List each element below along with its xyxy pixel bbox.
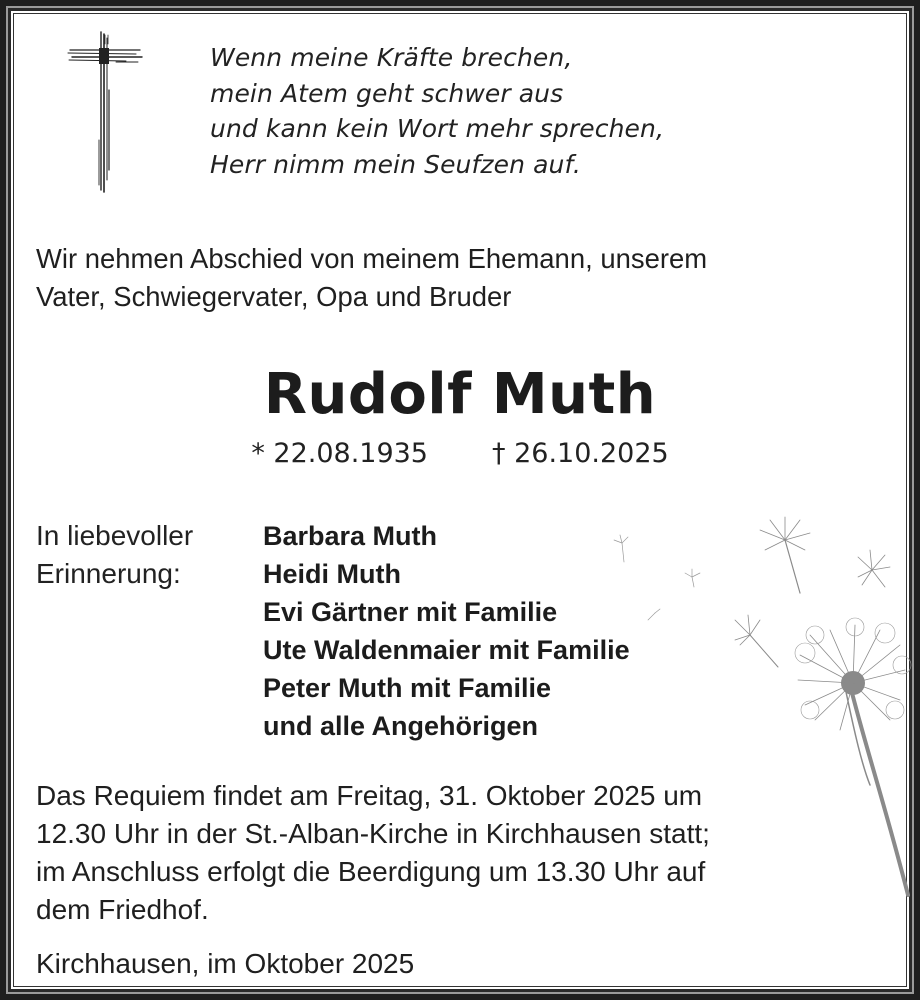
mourners-label-line: In liebevoller — [36, 520, 194, 551]
verse — [210, 40, 664, 182]
mourner-name: und alle Angehörigen — [263, 711, 539, 741]
service-line: 12.30 Uhr in der St.-Alban-Kirche in Kirchhausen statt; — [36, 818, 710, 849]
verse-line: Wenn meine Kräfte brechen, — [210, 43, 573, 72]
mourner-name: Barbara Muth — [263, 521, 438, 551]
verse-line: und kann kein Wort mehr sprechen, — [210, 114, 664, 143]
service-line: im Anschluss erfolgt die Beerdigung um 13.30 Uhr auf — [36, 856, 706, 887]
mourners-label — [36, 517, 193, 593]
intro-text — [36, 240, 707, 316]
mourners-list — [263, 517, 630, 745]
intro-line: Wir nehmen Abschied von meinem Ehemann, unserem — [36, 243, 708, 274]
place-date-closing: Kirchhausen, im Oktober 2025 — [36, 948, 415, 979]
service-details — [36, 777, 710, 929]
mourner-name: Ute Waldenmaier mit Familie — [263, 635, 630, 665]
birth-date: * 22.08.1935 — [251, 438, 428, 469]
service-line: Das Requiem findet am Freitag, 31. Oktober 2025 um — [36, 780, 703, 811]
life-dates — [0, 436, 920, 472]
mourners-label-line: Erinnerung: — [36, 558, 181, 589]
deceased-name: Rudolf Muth — [263, 362, 657, 427]
intro-line: Vater, Schwiegervater, Opa und Bruder — [36, 281, 512, 312]
verse-line: mein Atem geht schwer aus — [210, 78, 564, 108]
mourner-name: Evi Gärtner mit Familie — [263, 597, 558, 627]
service-line: dem Friedhof. — [36, 894, 209, 925]
death-date: † 26.10.2025 — [492, 438, 669, 469]
verse-line: Herr nimm mein Seufzen auf. — [210, 149, 581, 179]
mourner-name: Heidi Muth — [263, 559, 401, 589]
cross-icon — [66, 30, 146, 195]
mourner-name: Peter Muth mit Familie — [263, 673, 552, 703]
